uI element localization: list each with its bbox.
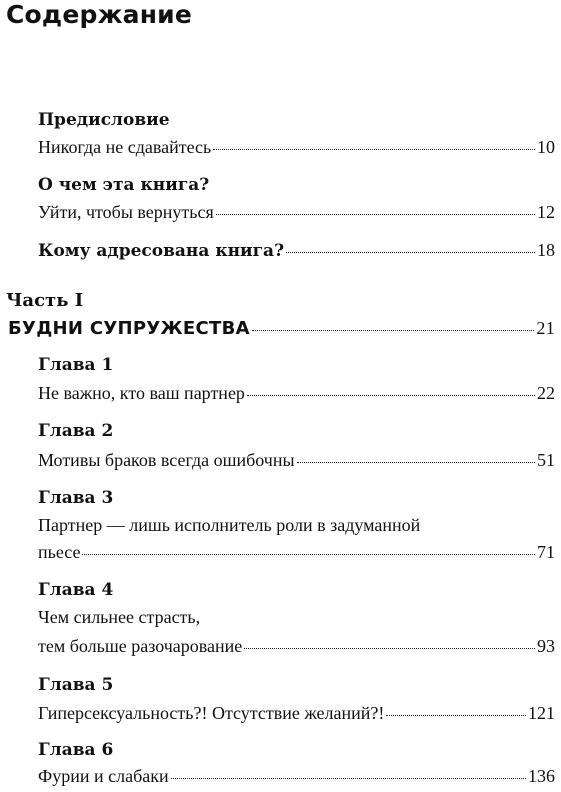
toc-entry-audience[interactable] [38,240,555,261]
page-number: 93 [537,636,555,656]
entry-title: Уйти, чтобы вернуться [38,202,214,222]
chapter-heading: Глава 6 [38,740,114,760]
entry-title: пьесе [38,542,81,562]
dot-leader [244,648,535,649]
chapter-heading: Глава 5 [38,675,114,695]
dot-leader [386,715,526,716]
dot-leader [252,330,535,331]
toc-entry-chapter-1[interactable] [38,383,555,404]
page-title: Содержание [6,0,193,29]
entry-title: Никогда не сдавайтесь [38,137,212,157]
dot-leader [286,252,535,253]
entry-title: Не важно, кто ваш партнер [38,383,245,403]
chapter-heading: Глава 4 [38,580,114,600]
chapter-heading: Глава 3 [38,488,114,508]
page-number: 121 [528,703,555,723]
page-number: 10 [537,137,555,157]
page-number: 21 [536,318,555,338]
page-number: 18 [537,240,555,260]
dot-leader [213,149,535,150]
dot-leader [247,395,535,396]
entry-title: Фурии и слабаки [38,766,169,786]
dot-leader [297,462,535,463]
chapter-heading: Глава 1 [38,355,114,375]
toc-entry-chapter-5[interactable] [38,703,555,724]
toc-entry-chapter-2[interactable] [38,450,555,471]
page-number: 136 [528,766,555,786]
dot-leader [171,778,526,779]
entry-title-line: Чем сильнее страсть, [38,607,201,627]
toc-entry-chapter-3[interactable] [38,542,555,563]
toc-entry-chapter-4[interactable] [38,636,555,657]
entry-title: Гиперсексуальность?! Отсутствие желаний?! [38,703,385,723]
toc-entry-about[interactable] [38,202,555,223]
page-number: 22 [537,383,555,403]
chapter-heading: Глава 2 [38,421,114,441]
entry-title: Кому адресована книга? [38,241,285,261]
entry-title-line: Партнер — лишь исполнитель роли в задуманной [38,515,421,535]
page-number: 71 [537,542,555,562]
toc-entry-preface[interactable] [38,137,555,158]
about-heading: О чем эта книга? [38,175,210,195]
preface-heading: Предисловие [38,110,170,130]
entry-title: Мотивы браков всегда ошибочны [38,450,295,470]
part-label: Часть I [6,290,84,311]
page-number: 12 [537,202,555,222]
toc-entry-part1[interactable] [8,318,555,339]
part-title: БУДНИ СУПРУЖЕСТВА [8,318,250,339]
toc-entry-chapter-6[interactable] [38,766,555,787]
dot-leader [216,214,535,215]
page-number: 51 [537,450,555,470]
dot-leader [82,554,535,555]
entry-title: тем больше разочарование [38,636,243,656]
